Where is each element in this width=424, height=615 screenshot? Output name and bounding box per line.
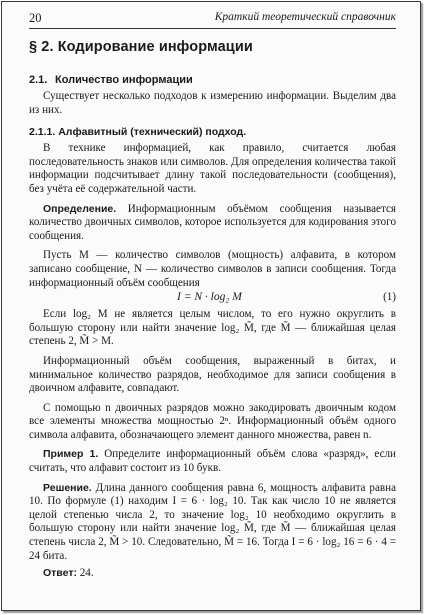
header-rule (29, 28, 396, 29)
formula-line (29, 291, 396, 306)
solution-text: Длина данного сообщения равна 6, мощность алфавита равна 10. По формуле (1) находим I = 6 · log₂ 10. Так как число 10 не является целой степенью числа 2, то значение log₂ 10 необходимо округлить в большую сторону или найти значение log₂ M̃, где M̃ — ближайшая целая степень числа 2, M̃ > 10. Следовательно, M̃ = 16. Тогда I = 6 · log₂ 16 = 6 · 4 = 24 бита. (29, 481, 396, 562)
subsection-title: Количество информации (55, 74, 193, 86)
intro-paragraph: Существует несколько подходов к измерению информации. Выделим два из них. (29, 90, 396, 116)
definition-text: Информационным объёмом сообщения называется количество двоичных символов, которое используется для кодирования этого сообщения. (29, 202, 396, 242)
subsection-number: 2.1. (29, 74, 48, 86)
section-title: § 2. Кодирование информации (29, 39, 253, 55)
example-label: Пример 1. (43, 448, 99, 461)
solution-paragraph (29, 482, 396, 564)
definition-paragraph (29, 203, 396, 244)
equation-number: (1) (383, 291, 396, 304)
paragraph-bits: Информационный объём сообщения, выраженный в битах, и минимальное количество разрядов, необходимое для записи сообщения в двоичном алфавите, совпадают. (29, 354, 396, 395)
answer-value: 24. (76, 567, 94, 580)
example-text: Определите информационный объём слова «разряд», если считать, что алфавит состоит из 10 букв. (29, 448, 396, 475)
paragraph-binary-digits: С помощью n двоичных разрядов можно закодировать двоичным кодом все элементы множества мощностью 2ⁿ. Информационный объём одного символа алфавита, обозначающего элемент данного множества, равен n. (29, 401, 396, 441)
page-number: 20 (29, 11, 42, 25)
formula: I = N · log₂ M (177, 291, 242, 304)
paragraph-let: Пусть M — количество символов (мощность) алфавита, в котором записано сообщение, N — количество символов в записи сообщения. Тогда информационный объём сообщения (29, 249, 396, 289)
book-page (1, 1, 421, 611)
subsubsection-title: 2.1.1. Алфавитный (технический) подход. (29, 126, 247, 139)
definition-label: Определение. (43, 202, 117, 215)
example-paragraph (29, 448, 396, 475)
solution-label: Решение. (43, 481, 92, 494)
subsection-heading (29, 74, 396, 86)
paragraph-technique: В технике информацией, как правило, считается любая последовательность знаков или символов. Для определения количества такой информации подсчитывает длину такой последовательности (сообщения), без учёта её содержательной части. (29, 142, 396, 195)
answer-label: Ответ: (43, 567, 77, 580)
running-title: Краткий теоретический справочник (214, 11, 396, 23)
answer-line (29, 567, 396, 579)
paragraph-rounding: Если log₂ M не является целым числом, то его нужно округлить в большую сторону или найти значение log₂ M̃, где M̃ — ближайшая целая степень 2, M̃ > M. (29, 308, 396, 348)
page-header (29, 10, 396, 28)
